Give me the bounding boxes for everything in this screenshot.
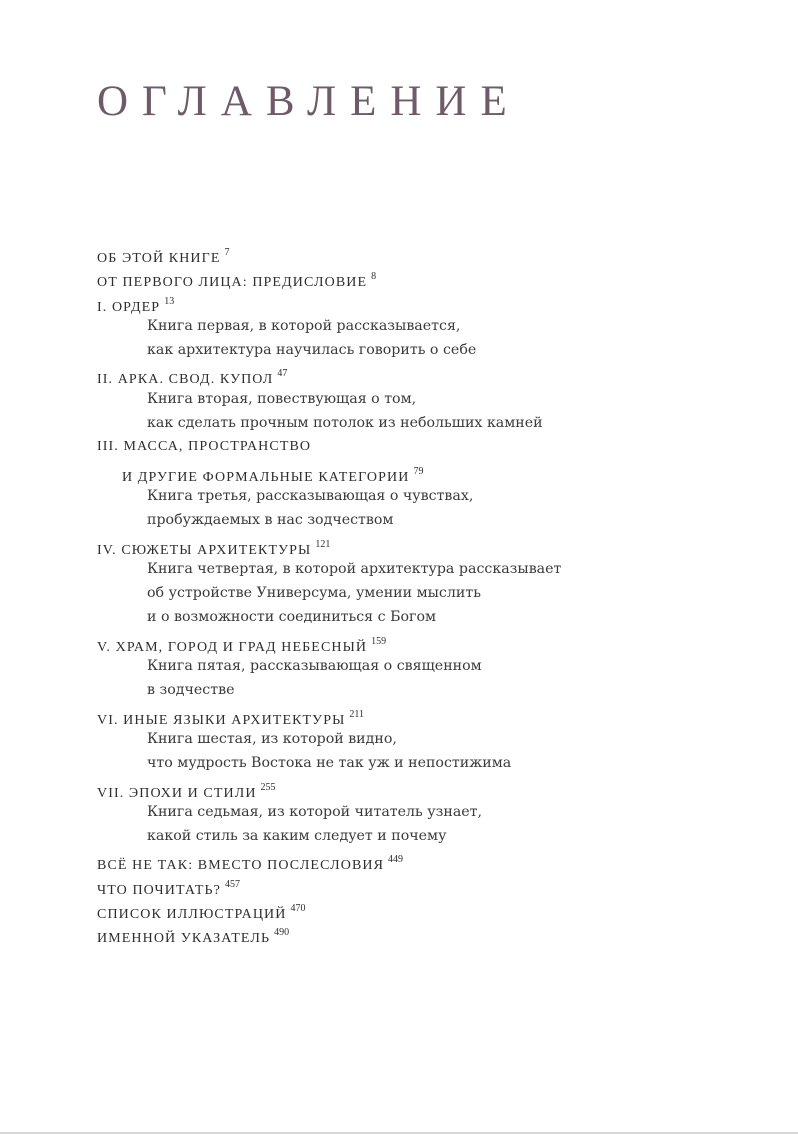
toc-entry-label: IV. СЮЖЕТЫ АРХИТЕКТУРЫ (97, 542, 312, 558)
toc-entry-chapter-4 (97, 533, 767, 557)
toc-entry-label: I. ОРДЕР (97, 299, 161, 315)
toc-description-line: об устройстве Универсума, умении мыслить (147, 585, 481, 602)
toc-entry-index (97, 921, 767, 945)
toc-description-line: Книга вторая, повествующая о том, (147, 390, 417, 407)
toc-page-number: 470 (290, 903, 306, 915)
toc-entry-chapter-3 (97, 435, 767, 459)
toc-description-line: Книга седьмая, из которой читатель узнает, (147, 803, 483, 820)
toc-description-line: Книга третья, рассказывающая о чувствах, (147, 487, 474, 504)
toc-description-line: Книга шестая, из которой видно, (147, 730, 397, 747)
toc-entry-label: СПИСОК ИЛЛЮСТРАЦИЙ (97, 907, 287, 923)
toc-entry-label: И ДРУГИЕ ФОРМАЛЬНЫЕ КАТЕГОРИИ (122, 469, 410, 485)
page-title: ОГЛАВЛЕНИЕ (97, 78, 521, 125)
toc-description-line: Книга пятая, рассказывающая о священном (147, 658, 482, 675)
toc-page-number: 490 (274, 927, 290, 939)
toc-entry-label: ОТ ПЕРВОГО ЛИЦА: ПРЕДИСЛОВИЕ (97, 275, 368, 291)
toc-description-line: Книга четвертая, в которой архитектура рассказывает (147, 560, 562, 577)
toc-description-line: пробуждаемых в нас зодчеством (147, 512, 394, 529)
toc-entry-chapter-3-continued (97, 460, 767, 484)
toc-entry-chapter-1 (97, 290, 767, 314)
toc-entry-preface (97, 265, 767, 289)
toc-entry-illustrations (97, 897, 767, 921)
toc-description-line: что мудрость Востока не так уж и непостижима (147, 755, 512, 772)
toc-entry-chapter-6 (97, 703, 767, 727)
toc-entry-label: ЧТО ПОЧИТАТЬ? (97, 882, 221, 898)
table-of-contents (97, 241, 767, 946)
toc-entry-about (97, 241, 767, 265)
toc-description-line: какой стиль за каким следует и почему (147, 828, 447, 845)
toc-description-line: как архитектура научилась говорить о себе (147, 342, 477, 359)
toc-entry-reading (97, 873, 767, 897)
toc-entry-afterword (97, 848, 767, 872)
toc-entry-chapter-7 (97, 776, 767, 800)
toc-page-number: 159 (371, 635, 387, 647)
toc-description-line: и о возможности соединиться с Богом (147, 609, 437, 626)
toc-page-number: 7 (224, 247, 230, 258)
toc-description-line: в зодчестве (147, 682, 235, 699)
toc-entry-label: III. МАССА, ПРОСТРАНСТВО (97, 439, 312, 455)
toc-description-line: Книга первая, в которой рассказывается, (147, 317, 461, 334)
toc-entry-chapter-2 (97, 362, 767, 386)
toc-page-number: 13 (164, 295, 175, 307)
toc-entry-chapter-5 (97, 630, 767, 654)
toc-page-number: 211 (349, 708, 365, 720)
toc-entry-label: II. АРКА. СВОД. КУПОЛ (97, 372, 274, 388)
toc-entry-label: VI. ИНЫЕ ЯЗЫКИ АРХИТЕКТУРЫ (97, 712, 346, 728)
toc-entry-label: ОБ ЭТОЙ КНИГЕ (97, 251, 221, 266)
toc-description-line: как сделать прочным потолок из небольших камней (147, 415, 543, 432)
toc-entry-label: ВСЁ НЕ ТАК: ВМЕСТО ПОСЛЕСЛОВИЯ (97, 858, 385, 874)
toc-page-number: 8 (371, 271, 377, 283)
toc-entry-label: ИМЕННОЙ УКАЗАТЕЛЬ (97, 931, 271, 947)
toc-page-number: 255 (260, 781, 276, 793)
toc-page-number: 47 (277, 368, 288, 380)
toc-page-number: 121 (315, 538, 331, 550)
toc-page-number: 449 (388, 854, 404, 866)
toc-page-number: 79 (413, 465, 424, 477)
toc-page-number: 457 (225, 878, 240, 890)
toc-entry-label: V. ХРАМ, ГОРОД И ГРАД НЕБЕСНЫЙ (97, 639, 368, 655)
toc-entry-label: VII. ЭПОХИ И СТИЛИ (97, 785, 257, 801)
